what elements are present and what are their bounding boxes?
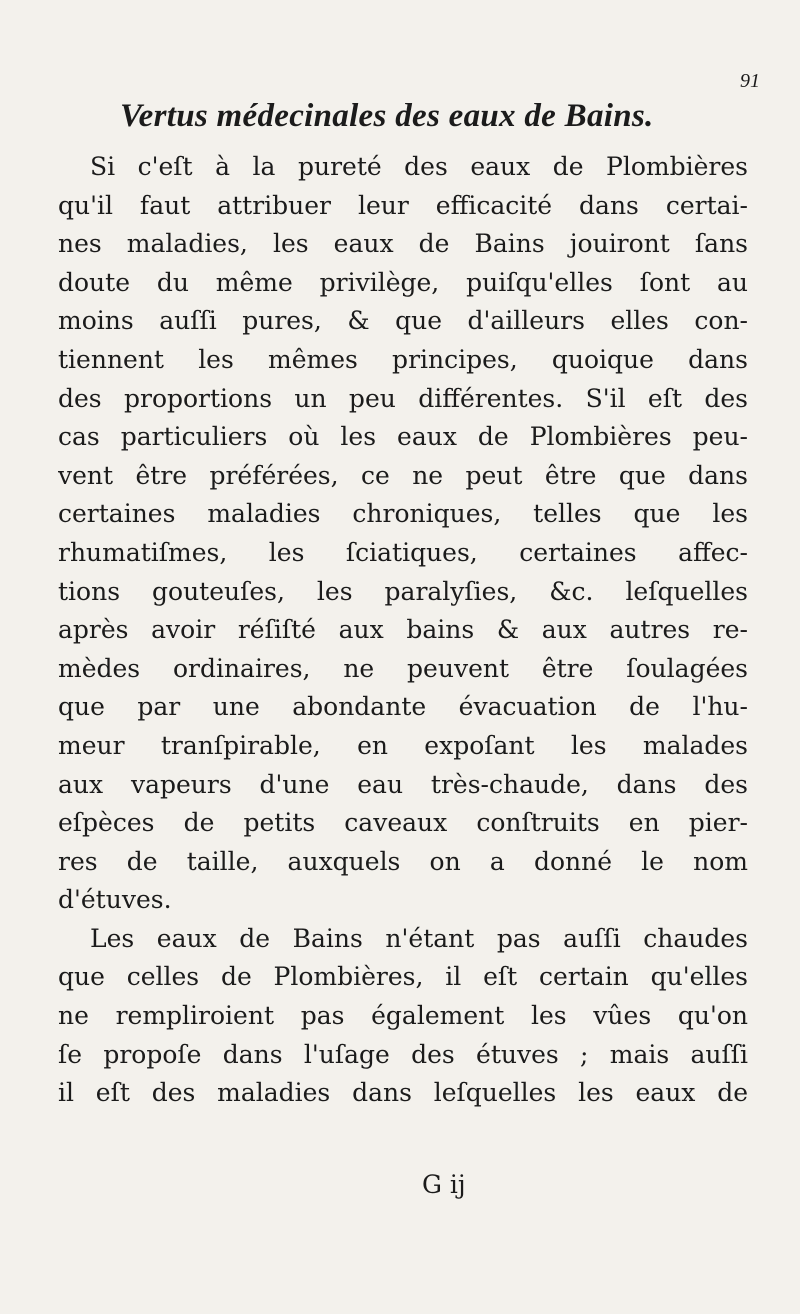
text-line: rhumatiſmes, les ſciatiques, certaines affec- — [58, 537, 748, 567]
signature-mark: G ij — [422, 1170, 466, 1199]
text-line: res de taille, auxquels on a donné le nom — [58, 846, 748, 876]
text-line: meur tranſpirable, en expoſant les malades — [58, 730, 748, 760]
text-line: certaines maladies chroniques, telles que les — [58, 499, 748, 529]
text-line: eſpèces de petits caveaux conſtruits en pier- — [58, 808, 748, 838]
text-line: que celles de Plombières, il eſt certain qu'elles — [58, 962, 748, 992]
text-line: qu'il faut attribuer leur efficacité dans certai- — [58, 190, 748, 220]
body-text — [58, 148, 748, 1113]
text-line: aux vapeurs d'une eau très-chaude, dans des — [58, 769, 748, 799]
paragraph-2 — [58, 920, 748, 1113]
text-line: vent être préférées, ce ne peut être que dans — [58, 460, 748, 490]
text-line: moins auſſi pures, & que d'ailleurs elles con- — [58, 306, 748, 336]
text-line: ſe propoſe dans l'uſage des étuves ; mais auſſi — [58, 1039, 748, 1069]
text-line: des proportions un peu différentes. S'il eſt des — [58, 383, 748, 413]
running-head: Vertus médecinales des eaux de Bains. — [120, 98, 654, 134]
text-line: d'étuves. — [58, 885, 172, 915]
page-number: 91 — [740, 70, 760, 92]
text-line: tiennent les mêmes principes, quoique dans — [58, 344, 748, 374]
text-line: il eſt des maladies dans leſquelles les eaux de — [58, 1078, 748, 1108]
text-line: mèdes ordinaires, ne peuvent être ſoulagées — [58, 653, 748, 683]
text-line: cas particuliers où les eaux de Plombières peu- — [58, 422, 748, 452]
text-line: que par une abondante évacuation de l'hu- — [58, 692, 748, 722]
text-line: doute du même privilège, puiſqu'elles ſont au — [58, 267, 748, 297]
text-line: nes maladies, les eaux de Bains jouiront ſans — [58, 229, 748, 259]
text-line: Si c'eſt à la pureté des eaux de Plombières — [90, 152, 748, 181]
paragraph-1 — [58, 148, 748, 920]
text-line: après avoir réſiſté aux bains & aux autres re- — [58, 615, 748, 645]
text-line: ne rempliroient pas également les vûes qu'on — [58, 1001, 748, 1031]
text-line: Les eaux de Bains n'étant pas auſſi chaudes — [90, 923, 748, 953]
text-line: tions gouteuſes, les paralyſies, &c. leſquelles — [58, 576, 748, 606]
